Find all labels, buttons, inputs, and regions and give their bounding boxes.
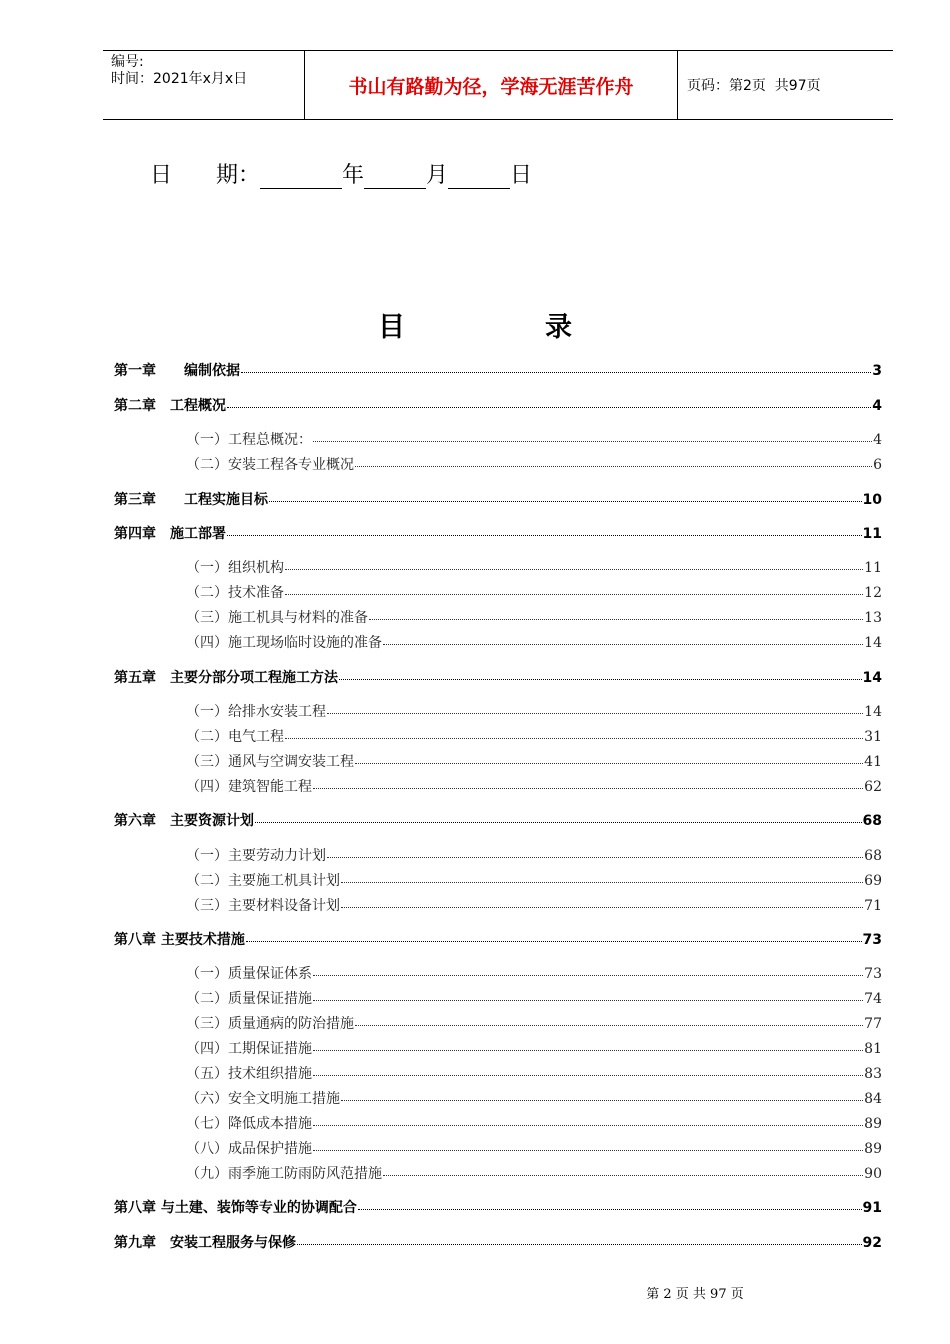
toc-section-entry[interactable] (114, 894, 882, 916)
toc-leader-dots (355, 1012, 863, 1028)
toc-entry-label: （九）雨季施工防雨防风范措施 (186, 1166, 382, 1182)
toc-leader-dots (313, 1062, 863, 1078)
toc-section-entry[interactable] (114, 962, 882, 984)
toc-section-entry[interactable] (114, 606, 882, 628)
header-motto: 书山有路勤为径，学海无涯苦作舟 (348, 75, 634, 98)
toc-page-number: 77 (864, 1016, 882, 1032)
toc-leader-dots (255, 809, 862, 825)
toc-page-number: 68 (864, 848, 882, 864)
year-blank (260, 164, 342, 189)
toc-leader-dots (246, 928, 862, 944)
toc-leader-dots (269, 488, 862, 504)
toc-section-entry[interactable] (114, 1087, 882, 1109)
toc-entry-label: （六）安全文明施工措施 (186, 1091, 340, 1107)
toc-section-entry[interactable] (114, 987, 882, 1009)
toc-leader-dots (383, 1162, 863, 1178)
toc-section-entry[interactable] (114, 700, 882, 722)
toc-entry-label: 第九章 安装工程服务与保修 (114, 1235, 296, 1251)
toc-section-entry[interactable] (114, 725, 882, 747)
toc-leader-dots (339, 666, 862, 682)
toc-leader-dots (285, 556, 863, 572)
toc-entry-label: （一）组织机构 (186, 560, 284, 576)
toc-page-number: 81 (864, 1041, 882, 1057)
toc-entry-label: （二）质量保证措施 (186, 991, 312, 1007)
time-label: 时间：2021年x月x日 (111, 71, 248, 87)
toc-leader-dots (313, 1112, 863, 1128)
toc-page-number: 4 (872, 398, 882, 414)
toc-entry-label: （二）电气工程 (186, 729, 284, 745)
toc-page-number: 41 (864, 754, 882, 770)
toc-entry-label: （二）安装工程各专业概况 (186, 457, 354, 473)
toc-entry-label: （四）工期保证措施 (186, 1041, 312, 1057)
title-char: 录 (545, 312, 572, 343)
toc-page-number: 91 (862, 1200, 882, 1216)
toc-page-number: 90 (864, 1166, 882, 1182)
toc-leader-dots (341, 1087, 863, 1103)
toc-page-number: 14 (864, 635, 882, 651)
toc-entry-label: 第六章 主要资源计划 (114, 813, 254, 829)
toc-entry-label: （三）主要材料设备计划 (186, 898, 340, 914)
toc-entry-label: （一）主要劳动力计划 (186, 848, 326, 864)
toc-leader-dots (358, 1196, 862, 1212)
toc-page-number: 83 (864, 1066, 882, 1082)
toc-page-number: 62 (864, 779, 882, 795)
toc-entry-label: （三）质量通病的防治措施 (186, 1016, 354, 1032)
toc-page-number: 74 (864, 991, 882, 1007)
month-label: 月 (426, 163, 449, 188)
toc-section-entry[interactable] (114, 631, 882, 653)
toc-entry-label: 第一章 编制依据 (114, 363, 240, 379)
toc-entry-label: （五）技术组织措施 (186, 1066, 312, 1082)
toc-leader-dots (341, 894, 863, 910)
toc-leader-dots (327, 700, 863, 716)
toc-page-number: 73 (864, 966, 882, 982)
toc-chapter-entry[interactable] (114, 1196, 882, 1218)
toc-page-number: 69 (864, 873, 882, 889)
toc-entry-label: （三）施工机具与材料的准备 (186, 610, 368, 626)
month-blank (364, 164, 426, 189)
toc-leader-dots (369, 606, 863, 622)
page-header (103, 50, 893, 120)
day-blank (448, 164, 510, 189)
toc-leader-dots (341, 869, 863, 885)
toc-page-number: 71 (864, 898, 882, 914)
toc-page-number: 10 (862, 492, 882, 508)
toc-page-number: 6 (873, 457, 882, 473)
code-label: 编号: (111, 54, 144, 70)
toc-page-number: 4 (873, 432, 882, 448)
toc-section-entry[interactable] (114, 775, 882, 797)
toc-leader-dots (227, 394, 871, 410)
toc-entry-label: （二）技术准备 (186, 585, 284, 601)
date-line (150, 158, 532, 189)
toc-section-entry[interactable] (114, 581, 882, 603)
toc-chapter-entry[interactable] (114, 359, 882, 381)
toc-entry-label: （一）质量保证体系 (186, 966, 312, 982)
toc-section-entry[interactable] (114, 428, 882, 450)
toc-entry-label: 第三章 工程实施目标 (114, 492, 268, 508)
toc-entry-label: （一）工程总概况： (186, 432, 312, 448)
toc-chapter-entry[interactable] (114, 809, 882, 831)
toc-section-entry[interactable] (114, 453, 882, 475)
toc-title (0, 305, 950, 344)
toc-page-number: 14 (864, 704, 882, 720)
toc-leader-dots (313, 962, 863, 978)
toc-page-number: 68 (862, 813, 882, 829)
toc-entry-label: 第二章 工程概况 (114, 398, 226, 414)
toc-chapter-entry[interactable] (114, 522, 882, 544)
toc-leader-dots (297, 1231, 862, 1247)
toc-leader-dots (383, 631, 863, 647)
toc-leader-dots (313, 1037, 863, 1053)
toc-page-number: 12 (864, 585, 882, 601)
page-footer: 第 2 页 共 97 页 (646, 1287, 744, 1302)
toc-page-number: 13 (864, 610, 882, 626)
toc-page-number: 11 (864, 560, 882, 576)
day-label: 日 (510, 163, 533, 188)
toc-leader-dots (313, 775, 863, 791)
toc-section-entry[interactable] (114, 1012, 882, 1034)
toc-page-number: 31 (864, 729, 882, 745)
toc-section-entry[interactable] (114, 1137, 882, 1159)
toc-entry-label: （四）建筑智能工程 (186, 779, 312, 795)
toc-leader-dots (227, 522, 862, 538)
toc-leader-dots (355, 750, 863, 766)
toc-entry-label: （一）给排水安装工程 (186, 704, 326, 720)
date-label: 日 期： (150, 163, 261, 188)
toc-entry-label: 第八章 与土建、装饰等专业的协调配合 (114, 1200, 357, 1216)
toc-chapter-entry[interactable] (114, 394, 882, 416)
header-divider (677, 51, 678, 119)
toc-page-number: 89 (864, 1141, 882, 1157)
toc-section-entry[interactable] (114, 869, 882, 891)
toc-leader-dots (327, 844, 863, 860)
header-page-info: 页码：第2页 共97页 (687, 78, 821, 94)
toc-entry-label: （四）施工现场临时设施的准备 (186, 635, 382, 651)
toc-section-entry[interactable] (114, 750, 882, 772)
year-label: 年 (342, 163, 365, 188)
toc-entry-label: （三）通风与空调安装工程 (186, 754, 354, 770)
toc-page-number: 14 (862, 670, 882, 686)
toc-page-number: 3 (872, 363, 882, 379)
toc-leader-dots (313, 428, 872, 444)
toc-section-entry[interactable] (114, 1062, 882, 1084)
toc-section-entry[interactable] (114, 844, 882, 866)
toc-section-entry[interactable] (114, 1037, 882, 1059)
toc-chapter-entry[interactable] (114, 488, 882, 510)
toc-chapter-entry[interactable] (114, 666, 882, 688)
toc-chapter-entry[interactable] (114, 928, 882, 950)
toc-page-number: 84 (864, 1091, 882, 1107)
toc-entry-label: （二）主要施工机具计划 (186, 873, 340, 889)
toc-entry-label: （七）降低成本措施 (186, 1116, 312, 1132)
toc-page-number: 11 (862, 526, 882, 542)
toc-page-number: 73 (862, 932, 882, 948)
toc-leader-dots (285, 581, 863, 597)
toc-entry-label: 第五章 主要分部分项工程施工方法 (114, 670, 338, 686)
toc-section-entry[interactable] (114, 556, 882, 578)
header-meta (111, 54, 301, 88)
toc-leader-dots (313, 987, 863, 1003)
toc-section-entry[interactable] (114, 1112, 882, 1134)
toc-leader-dots (355, 453, 872, 469)
toc-entry-label: （八）成品保护措施 (186, 1141, 312, 1157)
toc-page-number: 92 (862, 1235, 882, 1251)
title-char: 目 (378, 312, 405, 343)
toc-leader-dots (313, 1137, 863, 1153)
toc-leader-dots (241, 359, 871, 375)
toc-entry-label: 第八章 主要技术措施 (114, 932, 245, 948)
toc-chapter-entry[interactable] (114, 1231, 882, 1253)
toc-page-number: 89 (864, 1116, 882, 1132)
toc-entry-label: 第四章 施工部署 (114, 526, 226, 542)
toc-leader-dots (285, 725, 863, 741)
toc-section-entry[interactable] (114, 1162, 882, 1184)
